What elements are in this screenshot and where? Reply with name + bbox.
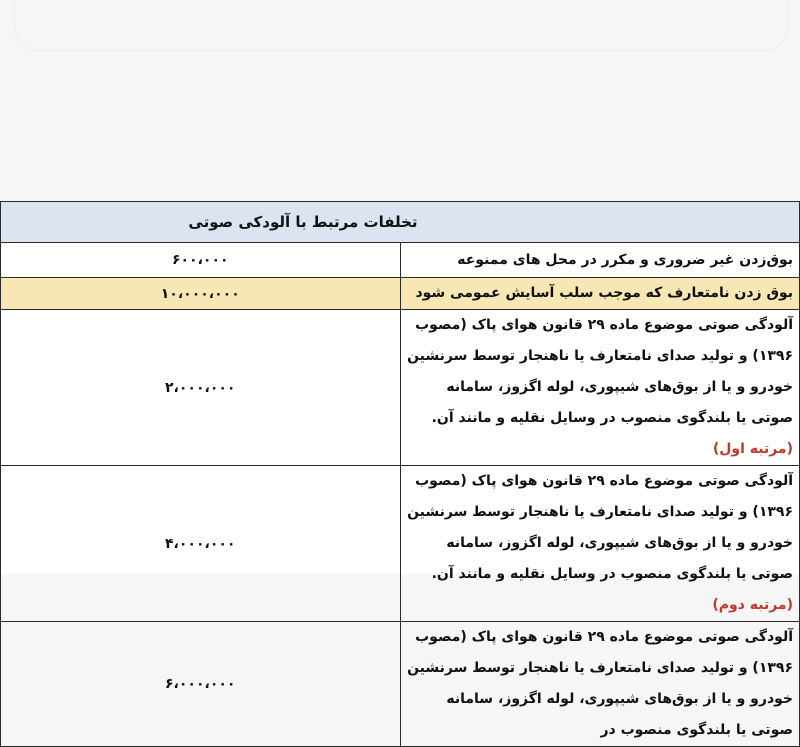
fine-amount: ۶،۰۰۰،۰۰۰ <box>1 622 401 747</box>
violation-description: بوق‌زدن غیر ضروری و مکرر در محل های ممنوعه <box>400 243 800 278</box>
fine-amount: ۱۰،۰۰۰،۰۰۰ <box>1 278 401 310</box>
violation-description-cell <box>400 466 800 622</box>
violation-description: آلودگی صوتی موضوع ماده ۲۹ قانون هوای پاک (مصوب ۱۳۹۶) و تولید صدای نامتعارف یا ناهنجار توسط سرنشین خودرو و یا از بوق‌های شیپوری، لوله اگزوز، سامانه صوتی یا بلندگوی منصوب در وسایل نقلیه و مانند آن. <box>407 473 793 582</box>
table-row <box>1 310 800 466</box>
fine-amount: ۶۰۰،۰۰۰ <box>1 243 401 278</box>
table-title-row <box>1 202 800 243</box>
table-title: تخلفات مرتبط با آلودکی صوتی <box>1 202 800 243</box>
fine-amount: ۲،۰۰۰،۰۰۰ <box>1 310 401 466</box>
violation-description: بوق زدن نامتعارف که موجب سلب آسایش عمومی شود <box>400 278 800 310</box>
table-row <box>1 243 800 278</box>
table-row <box>1 622 800 747</box>
violation-description: آلودگی صوتی موضوع ماده ۲۹ قانون هوای پاک (مصوب ۱۳۹۶) و تولید صدای نامتعارف یا ناهنجار توسط سرنشین خودرو و یا از بوق‌های شیپوری، لوله اگزوز، سامانه صوتی یا بلندگوی منصوب در <box>400 622 800 747</box>
rank-label: (مرتبه دوم) <box>712 597 793 613</box>
table-row-highlighted <box>1 278 800 310</box>
violation-description-cell <box>400 310 800 466</box>
violation-description: آلودگی صوتی موضوع ماده ۲۹ قانون هوای پاک (مصوب ۱۳۹۶) و تولید صدای نامتعارف یا ناهنجار توسط سرنشین خودرو و یا از بوق‌های شیپوری، لوله اگزوز، سامانه صوتی یا بلندگوی منصوب در وسایل نقلیه و مانند آن. <box>407 317 793 426</box>
violations-table <box>0 201 800 747</box>
table-row <box>1 466 800 622</box>
fine-amount: ۴،۰۰۰،۰۰۰ <box>1 466 401 622</box>
photo-frame-edge <box>14 0 788 51</box>
violations-table-container <box>0 201 800 738</box>
rank-label: (مرتبه اول) <box>712 441 793 457</box>
